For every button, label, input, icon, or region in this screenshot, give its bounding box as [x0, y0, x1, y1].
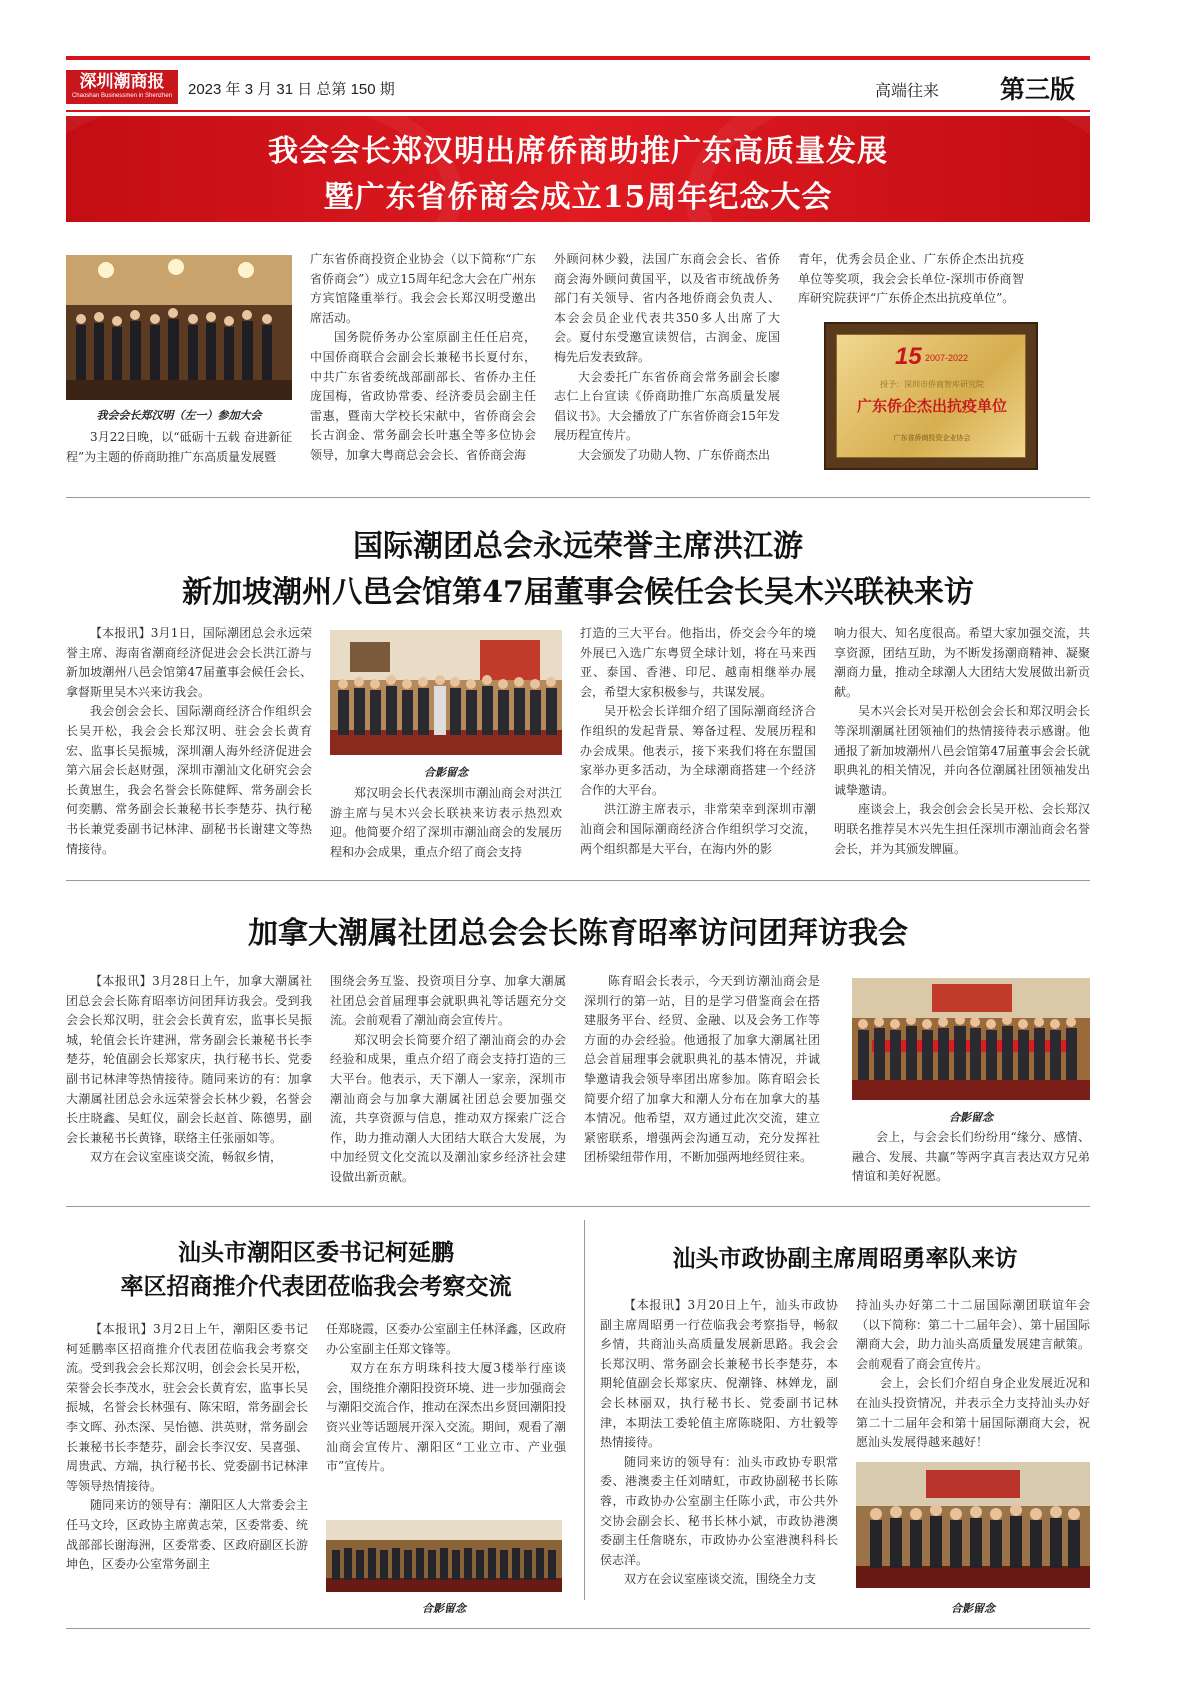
article1-col2-p1: 广东省侨商投资企业协会（以下简称“广东省侨商会”）成立15周年纪念大会在广州东方宾馆隆重举行。我会会长郑汉明受邀出席活动。 [310, 252, 536, 325]
article1-col1-p1: 3月22日晚，以“砥砺十五载 奋进新征程”为主题的侨商助推广东高质量发展暨 [66, 430, 292, 464]
article4-col1 [66, 1320, 308, 1620]
top-red-rule [66, 56, 1090, 60]
divider-3 [66, 1206, 1090, 1207]
article2-col1-p2: 我会创会会长、国际潮商经济合作组织会长吴开松，我会会长郑汉明、驻会会长黄育宏、监事长吴振城，深圳潮人海外经济促进会第六届会长赵财强，深圳市潮汕文化研究会会长黄崽生，我会名誉会长陈健辉、常务副会长何奕鹏、常务副会长兼秘书长李楚芬、执行秘书长兼党委副书记林津、副秘书长谢建文等热情接待。 [66, 704, 312, 856]
article1-col4 [798, 250, 1024, 320]
article2-col4-p2: 吴木兴会长对吴开松创会会长和郑汉明会长等深圳潮属社团领袖们的热情接待表示感谢。他通报了新加坡潮州八邑会馆第47届董事会会长就职典礼的相关情况，并向各位潮属社团领袖发出诚挚邀请。 [834, 704, 1090, 797]
article1-col3 [554, 250, 780, 472]
article5-col2-p1: 持汕头办好第二十二届国际潮团联谊年会（以下简称：第二十二届年会）、第十届国际潮商大会，助力汕头高质量发展建言献策。会前观看了商会宣传片。 [856, 1298, 1090, 1371]
article3-col2-p2: 郑汉明会长简要介绍了潮汕商会的办会经验和成果，重点介绍了商会支持打造的三大平台。他表示，天下潮人一家亲，深圳市潮汕商会与加拿大潮属社团总会要加强交流，共享资源与信息，推动双方探索广泛合作，助力推动潮人大团结大联合大发展，为中加经贸文化交流以及潮汕家乡经济社会建设做出新贡献。 [330, 1032, 566, 1184]
article5-col1 [600, 1296, 838, 1616]
article2-col4-p1: 响力很大、知名度很高。希望大家加强交流，共享资源，团结互助，为不断发扬潮商精神、凝聚潮商力量，推动全球潮人大团结大发展做出新贡献。 [834, 626, 1090, 699]
article5-title: 汕头市政协副主席周昭勇率队来访 [672, 1245, 1018, 1272]
article4-title-line2: 率区招商推介代表团莅临我会考察交流 [120, 1273, 512, 1300]
article3-group-photo [852, 978, 1090, 1100]
issue-date: 2023 年 3 月 31 日 总第 150 期 [188, 81, 395, 98]
article3-photo-caption: 合影留念 [949, 1111, 993, 1124]
article2-col4 [834, 624, 1090, 860]
conference-photo [66, 255, 292, 400]
plaque-title: 广东侨企杰出抗疫单位 [856, 397, 1007, 415]
article4-col2-p1: 任郑晓霞，区委办公室副主任林泽鑫，区政府办公室副主任郑文锋等。 [326, 1322, 566, 1356]
article5-col1-p3: 双方在会议室座谈交流，围绕全力支 [624, 1572, 817, 1587]
plaque-issuer: 广东省侨商投资企业协会 [893, 434, 971, 442]
article2-title-line1: 国际潮团总会永远荣誉主席洪江游 [353, 529, 803, 564]
article3-title: 加拿大潮属社团总会会长陈育昭率访问团拜访我会 [248, 916, 908, 951]
bottom-rule [66, 1628, 1090, 1629]
article2-col2 [330, 784, 562, 862]
article1-col1 [66, 428, 292, 470]
article3-col3 [584, 972, 820, 1188]
article2-col1-p1: 【本报讯】3月1日，国际潮团总会永远荣誉主席、海南省潮商经济促进会会长洪江游与新加坡潮州八邑会馆第47届董事会候任会长、拿督斯里吴木兴来访我会。 [66, 626, 312, 699]
article3-col4-p1: 会上，与会会长们纷纷用“缘分、感情、融合、发展、共赢”等两字真言表达双方兄弟情谊和美好祝愿。 [852, 1130, 1090, 1184]
article5-group-photo [856, 1462, 1090, 1588]
article4-group-photo [326, 1520, 562, 1592]
article2-col1 [66, 624, 312, 860]
article2-title-line2: 新加坡潮州八邑会馆第47届董事会候任会长吴木兴联袂来访 [182, 575, 974, 610]
plaque-years: 2007-2022 [925, 353, 969, 363]
logo-english: Chaoshan Businessmen in Shenzhen [71, 93, 173, 99]
divider-1 [66, 497, 1090, 498]
article3-col1-p1: 【本报讯】3月28日上午，加拿大潮属社团总会会长陈育昭率访问团拜访我会。受到我会会长郑汉明，驻会会长黄育宏，监事长吴振城，轮值会长许建洲，常务副会长兼秘书长李楚芬，轮值副会长郑家庆，执行秘书长、党委副书记林津等热情接待。随同来访的有：加拿大潮属社团总会永远荣誉会长林少毅，名誉会长庄晓鑫、吴虹仪，副会长赵首、陈德男，副会长兼秘书长黄锋，联络主任张丽如等。 [66, 974, 312, 1145]
vertical-divider [584, 1220, 585, 1600]
article4-col1-p1: 【本报讯】3月2日上午，潮阳区委书记柯延鹏率区招商推介代表团莅临我会考察交流。受到我会会长郑汉明，创会会长吴开松，荣誉会长李茂水，驻会会长黄育宏，监事长吴振城，名誉会长林强有、陈宋昭，常务副会长李文晖、孙杰深、吴怡德、洪英财，常务副会长兼秘书长李楚芬，副会长李汉安、吴喜强、周贵武、方端，执行秘书长、党委副书记林津等领导热情接待。 [66, 1322, 308, 1493]
article1-col2-p2: 国务院侨务办公室原副主任任启亮，中国侨商联合会副会长兼秘书长夏付东，中共广东省委统战部副部长、省侨办主任庞国梅，省政协常委、经济委员会副主任雷惠，暨南大学校长宋献中，省侨商会会长古润金、常务副会长叶惠全等多位协会领导，加拿大粤商总会会长、省侨商会海 [310, 330, 536, 462]
logo-chinese: 深圳潮商报 [79, 72, 165, 92]
header-red-rule [66, 110, 1090, 112]
article2-col3-p3: 洪江游主席表示，非常荣幸到深圳市潮汕商会和国际潮商经济合作组织学习交流，两个组织都是大平台，在海内外的影 [580, 802, 816, 856]
article4-col1-p2: 随同来访的领导有：潮阳区人大常委会主任马文玲，区政协主席黄志荣，区委常委、统战部部长谢海洲，区委常委、区政府副区长游坤色，区委办公室常务副主 [66, 1498, 308, 1572]
article5-col1-p2: 随同来访的领导有：汕头市政协专职常委、港澳委主任刘晴虹，市政协副秘书长陈蓉，市政协办公室副主任陈小武，市公共外交协会副会长、秘书长林小斌，市政协港澳委副主任詹晓东，市政协办公室港澳科科长侯志洋。 [600, 1454, 838, 1567]
article2-col4-p3: 座谈会上，我会创会会长吴开松、会长郑汉明联名推荐吴木兴先生担任深圳市潮汕商会名誉会长，并为其颁发牌匾。 [834, 802, 1090, 856]
plaque-logo-15: 15 [895, 343, 922, 370]
article5-col2 [856, 1296, 1090, 1452]
article5-col1-p1: 【本报讯】3月20日上午，汕头市政协副主席周昭勇一行莅临我会考察指导，畅叙乡情，共商汕头高质量发展新思路。我会会长郑汉明、常务副会长兼秘书长李楚芬，本期轮值副会长郑家庆、倪潮锋、林婵龙，副会长林丽双，执行秘书长、党委副书记林津，本期法工委轮值主席陈晓阳、方壮毅等热情接待。 [600, 1298, 838, 1450]
page-number: 第三版 [1000, 76, 1076, 104]
article1-col3-p2: 大会委托广东省侨商会常务副会长廖志仁上台宣读《侨商助推广东高质量发展倡议书》。大会播放了广东省侨商会15年发展历程宣传片。 [554, 369, 780, 443]
article4-col2 [326, 1320, 566, 1510]
plaque-recipient: 授予：深圳市侨商智库研究院 [880, 380, 984, 389]
newspaper-logo [66, 70, 178, 104]
article2-photo-caption: 合影留念 [424, 766, 468, 779]
article3-col3-p1: 陈育昭会长表示，今天到访潮汕商会是深圳行的第一站，目的是学习借鉴商会在搭建服务平台、经贸、金融、以及会务工作等方面的办会经验。他通报了加拿大潮属社团总会首届理事会就职典礼的基本情况，并诚挚邀请我会领导率团出席参加。陈育昭会长简要介绍了加拿大和潮人分布在加拿大的基本情况。他希望，双方通过此次交流，建立紧密联系，增强两会沟通互动，充分发挥社团桥梁纽带作用，不断加强两地经贸往来。 [584, 974, 820, 1165]
article2-col3-p2: 吴开松会长详细介绍了国际潮商经济合作组织的发起背景、筹备过程、发展历程和办会成果。他表示，接下来我们将在东盟国家举办更多活动，为全球潮商搭建一个经济合作的大平台。 [580, 704, 816, 797]
article2-col3 [580, 624, 816, 860]
article1-col3-p3: 大会颁发了功勋人物、广东侨商杰出 [578, 447, 771, 462]
article4-photo-caption: 合影留念 [422, 1602, 466, 1615]
article4-title-line1: 汕头市潮阳区委书记柯延鹏 [178, 1239, 454, 1266]
article3-col2 [330, 972, 566, 1188]
conference-photo-caption: 我会会长郑汉明（左一）参加大会 [96, 409, 262, 422]
banner-title-line1: 我会会长郑汉明出席侨商助推广东高质量发展 [268, 134, 888, 169]
article1-col4-p1: 青年，优秀会员企业、广东侨企杰出抗疫单位等奖项，我会会长单位-深圳市侨商智库研究院获评“广东侨企杰出抗疫单位”。 [798, 252, 1024, 306]
article3-col1 [66, 972, 312, 1188]
banner-title-line2: 暨广东省侨商会成立15周年纪念大会 [323, 180, 833, 215]
divider-2 [66, 880, 1090, 881]
article5-photo-caption: 合影留念 [951, 1602, 995, 1615]
lead-banner [66, 116, 1090, 222]
award-plaque [824, 322, 1038, 470]
article4-col2-p2: 双方在东方明珠科技大厦3楼举行座谈会，围绕推介潮阳投资环境、进一步加强商会与潮阳交流合作，推动在深杰出乡贤回潮阳投资兴业等话题展开深入交流。期间，观看了潮汕商会宣传片、潮阳区“工业立市、产业强市”宣传片。 [326, 1361, 566, 1474]
section-name: 高端往来 [875, 83, 940, 100]
article5-col2-p2: 会上，会长们介绍自身企业发展近况和在汕头投资情况，并表示全力支持汕头办好第二十二届年会和第十届国际潮商大会，祝愿汕头发展得越来越好！ [856, 1376, 1090, 1450]
article2-group-photo [330, 630, 562, 755]
article3-col1-p2: 双方在会议室座谈交流，畅叙乡情， [90, 1150, 283, 1165]
article2-col2-p1: 郑汉明会长代表深圳市潮汕商会对洪江游主席与吴木兴会长联袂来访表示热烈欢迎。他简要介绍了深圳市潮汕商会的发展历程和办会成果，重点介绍了商会支持 [330, 786, 562, 859]
article3-col4 [852, 1128, 1090, 1188]
article1-col2 [310, 250, 536, 472]
article2-col3-p1: 打造的三大平台。他指出，侨交会今年的境外展已入选广东粤贸全球计划，将在马来西亚、泰国、香港、印尼、越南相继举办展会，希望大家积极参与，共谋发展。 [580, 626, 816, 699]
article1-col3-p1: 外顾问林少毅，法国广东商会会长、省侨商会海外顾问黄国平，以及省市统战侨务部门有关领导、省内各地侨商会负责人、本会会员企业代表共350多人出席了大会。夏付东受邀宣读贺信，古润金、庞国梅先后发表致辞。 [554, 252, 780, 364]
article3-col2-p1: 围绕会务互鉴、投资项目分享、加拿大潮属社团总会首届理事会就职典礼等话题充分交流。会前观看了潮汕商会宣传片。 [330, 974, 566, 1028]
